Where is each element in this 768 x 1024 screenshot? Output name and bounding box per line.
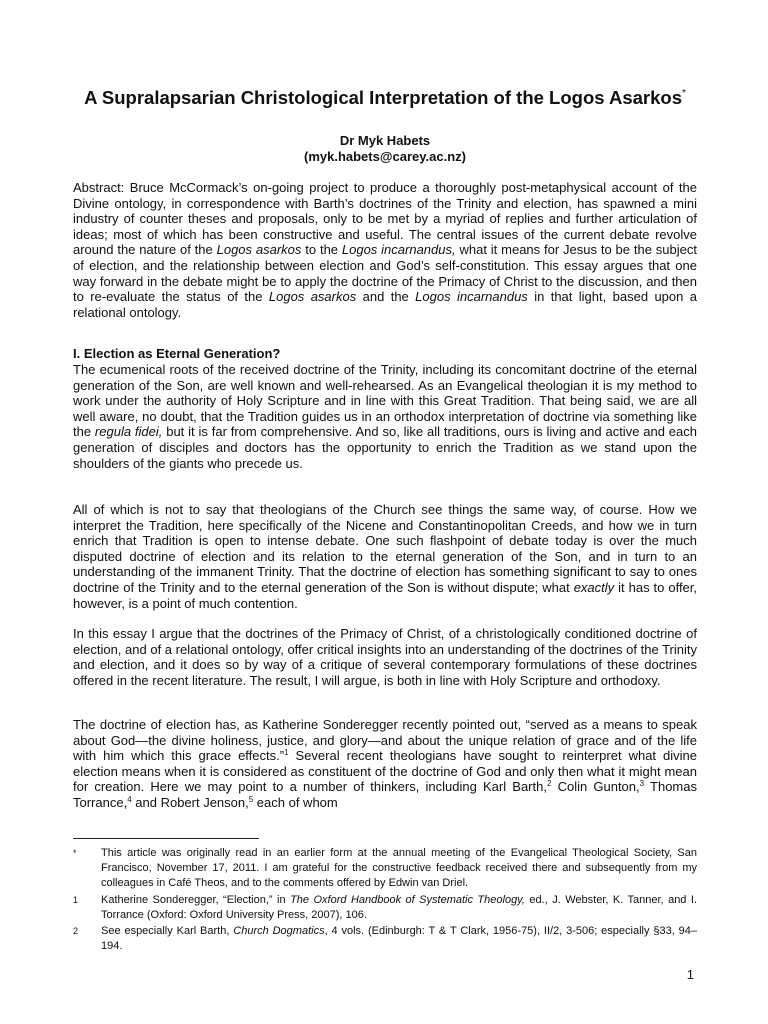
footnote-text: See especially Karl Barth, Church Dogmatics, 4 vols. (Edinburgh: T & T Clark, 1956-75), II/2, 3-506; especially §33, 94–194. [101, 925, 697, 952]
body-paragraph: All of which is not to say that theologians of the Church see things the same way, of course. How we interpret the Tradition, here specifically of the Nicene and Constantinopolitan Creeds, and how we in turn enrich that Tradition is open to intense debate. One such flashpoint of debate today is over the much disputed doctrine of election and its relation to the eternal generation of the Son, and in turn to an understanding of the immanent Trinity. That the doctrine of election has something significant to say to ones doctrine of the Trinity and to the eternal generation of the Son is without dispute; what exactly it has to offer, however, is a point of much contention. [73, 502, 698, 611]
author-name: Dr Myk Habets [339, 133, 431, 148]
footnote-ref-5[interactable]: 5 [248, 794, 254, 804]
footnote-mark: 2 [73, 926, 79, 936]
footnote-2 [73, 924, 697, 954]
section-heading: I. Election as Eternal Generation? [73, 346, 281, 361]
footnote-1 [73, 893, 697, 923]
body-paragraph: The doctrine of election has, as Katherine Sonderegger recently pointed out, “served as a means to speak about God—the divine holiness, justice, and glory—and about the unique relation of grace and of the life with him which this grace effects.”$^1$ Several recent theologians have sought to reinterpret what divine election means when it is considered as constituent of the doctrine of God and only then what it might mean for creation. Here we may point to a number of thinkers, including Karl Barth,$^2$ Colin Gunton,$^3$ Thomas Torrance,$^4$ and Robert Jenson,$^5$ each of whom [73, 717, 697, 810]
author-block [80, 133, 690, 165]
footnote-divider [73, 838, 259, 839]
footnote-ref-4[interactable]: 4 [127, 794, 132, 804]
footnote-star [73, 846, 697, 890]
footnote-text: This article was originally read in an earlier form at the annual meeting of the Evangelical Theological Society, San Francisco, November 17, 2011. I am grateful for the constructive feedback received there and subsequently from my colleagues in Café Theos, and to the comments offered by Edwin van Driel. [101, 847, 697, 889]
footnote-mark: 1 [73, 895, 79, 905]
footnote-mark: * [73, 848, 77, 858]
body-paragraph: In this essay I argue that the doctrines of the Primacy of Christ, of a christologically conditioned doctrine of election, and of a relational ontology, offer critical insights into an understanding of the doctrines of the Trinity and election, and it does so by way of a critique of several contemporary formulations of these doctrines offered in the recent literature. The result, I will argue, is both in line with Holy Scripture and orthodoxy. [73, 626, 697, 688]
author-email: (myk.habets@carey.ac.nz) [303, 149, 466, 164]
footnote-ref-3[interactable]: 3 [639, 779, 645, 789]
footnote-ref-1[interactable]: 1 [284, 748, 289, 758]
page-number: 1 [686, 967, 694, 982]
title-footnote-mark[interactable]: * [682, 88, 686, 99]
body-paragraph: The ecumenical roots of the received doctrine of the Trinity, including its concomitant doctrine of the eternal generation of the Son, are well known and well-rehearsed. As an Evangelical theologian it is my method to work under the authority of Holy Scripture and in line with this Great Tradition. That being said, we are all well aware, no doubt, that the Tradition guides us in an orthodox interpretation of doctrine via something like the regula fidei, but it is far from comprehensive. And so, like all traditions, ours is living and active and each generation of disciples and doctors has the opportunity to enrich the Tradition as we stand upon the shoulders of the giants who precede us. [73, 362, 697, 471]
section-1-paragraph-1 [73, 362, 697, 471]
paper-title: A Supralapsarian Christological Interpretation of the Logos Asarkos* [84, 87, 686, 108]
section-1-paragraph-4 [73, 717, 697, 811]
section-1-paragraph-3 [73, 626, 697, 688]
abstract [73, 180, 697, 320]
footnote-ref-2[interactable]: 2 [546, 779, 552, 789]
section-heading-election [73, 346, 697, 362]
abstract-paragraph: Abstract: Bruce McCormack’s on-going project to produce a thoroughly post-metaphysical account of the Divine ontology, in correspondence with Barth’s doctrines of the Trinity and election, has spawned a mini industry of counter theses and proposals, only to be met by a myriad of replies and further articulation of ideas; most of which has been constructive and useful. The central issues of the current debate revolve around the nature of the Logos asarkos to the Logos incarnandus, what it means for Jesus to be the subject of election, and the relationship between election and God’s self-constitution. This essay argues that one way forward in the debate might be to apply the doctrine of the Primacy of Christ to the discussion, and then to re-evaluate the status of the Logos asarkos and the Logos incarnandus in that light, based upon a relational ontology. [73, 180, 697, 320]
section-1-paragraph-2 [73, 502, 697, 611]
footnote-text: Katherine Sonderegger, “Election,” in The Oxford Handbook of Systematic Theology, ed., J. Webster, K. Tanner, and I. Torrance (Oxford: Oxford University Press, 2007), 106. [101, 894, 697, 921]
